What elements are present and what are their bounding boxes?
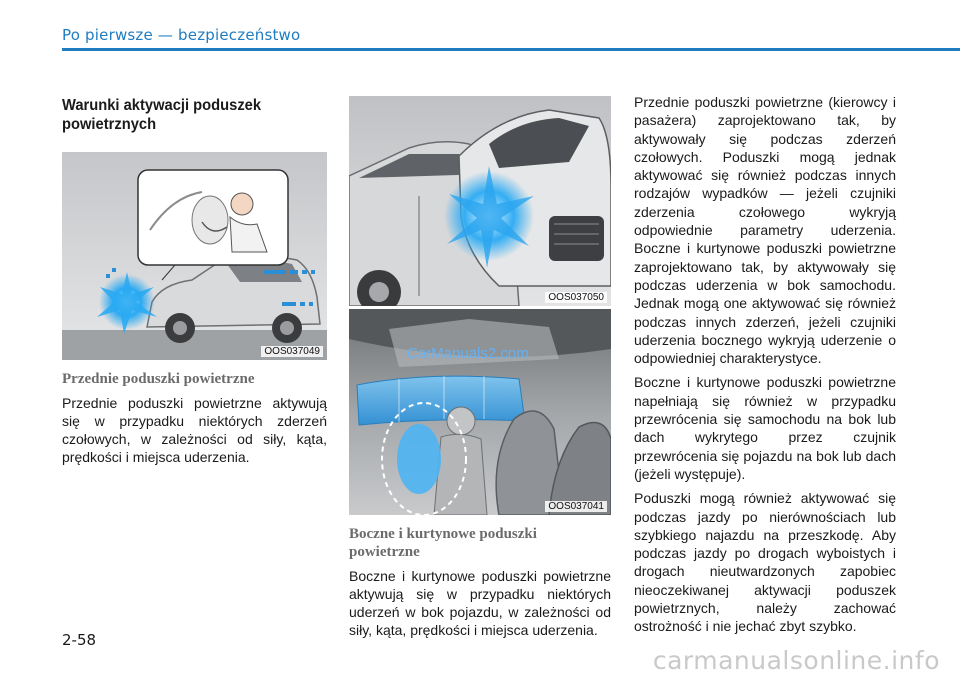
column-3 xyxy=(634,93,896,642)
figure-code: OOS037050 xyxy=(545,292,607,303)
side-collision-illustration xyxy=(349,96,611,306)
column-1 xyxy=(62,96,327,472)
column-2 xyxy=(349,96,611,645)
paragraph: Boczne i kurtynowe poduszki powietrzne aktywują się w przypadku niektórych uderzeń w bok pojazdu, w zależności od siły, kąta, prędkości i miejsca uderzenia. xyxy=(349,568,611,638)
side-collision-figure xyxy=(349,96,611,306)
footer-watermark: carmanualsonline.info xyxy=(652,646,940,675)
paragraph: Poduszki mogą również aktywować się podczas jazdy po nierównościach lub szybkiego najazdu na przeszkodę. Aby podczas jazdy po drogach wyboistych i drogach nieutwardzonych zapobiec nieoczekiwanej aktywacji poduszek powietrznych, należy zachować ostrożność i nie jechać zbyt szybko. xyxy=(634,490,896,635)
subheading: Przednie poduszki powietrzne xyxy=(62,371,255,387)
figure-code: OOS037049 xyxy=(261,346,323,357)
curtain-airbag-illustration xyxy=(349,309,611,515)
front-airbag-figure xyxy=(62,152,327,360)
paragraph: Przednie poduszki powietrzne aktywują się w przypadku niektórych zderzeń czołowych, w zależności od siły, kąta, prędkości i miejsca uderzenia. xyxy=(62,395,327,465)
subheading: Boczne i kurtynowe poduszki powietrzne xyxy=(349,526,537,560)
main-heading: Warunki aktywacji poduszek powietrznych xyxy=(62,97,262,133)
front-crash-illustration xyxy=(62,152,327,360)
header-rule xyxy=(62,48,960,51)
paragraph: Przednie poduszki powietrzne (kierowcy i pasażera) zaprojektowano tak, by aktywowały się podczas zderzeń czołowych. Poduszki mogą jednak aktywować się również podczas innych rodzajów wypadków — jeżeli czujniki zderzenia czołowego wykryją odpowiednie parametry uderzenia. Boczne i kurtynowe poduszki powietrzne zaprojektowano tak, by aktywowały się podczas uderzenia w bok samochodu. Jednak mogą one aktywować się również podczas innych zderzeń, jeżeli czujniki uderzenia bocznego wykryją uderzenie o odpowiedniej charakterystyce. xyxy=(634,94,896,367)
section-title: Po pierwsze — bezpieczeństwo xyxy=(62,26,301,44)
curtain-airbag-figure xyxy=(349,309,611,515)
page-number: 2-58 xyxy=(62,631,97,649)
image-watermark: CarManuals2.com xyxy=(407,345,529,362)
figure-code: OOS037041 xyxy=(545,501,607,512)
paragraph: Boczne i kurtynowe poduszki powietrzne napełniają się również w przypadku przewrócenia się samochodu na bok lub dach wykrytego przez czujnik przewrócenia się pojazdu na bok lub dach (jeżeli występuje). xyxy=(634,374,896,482)
